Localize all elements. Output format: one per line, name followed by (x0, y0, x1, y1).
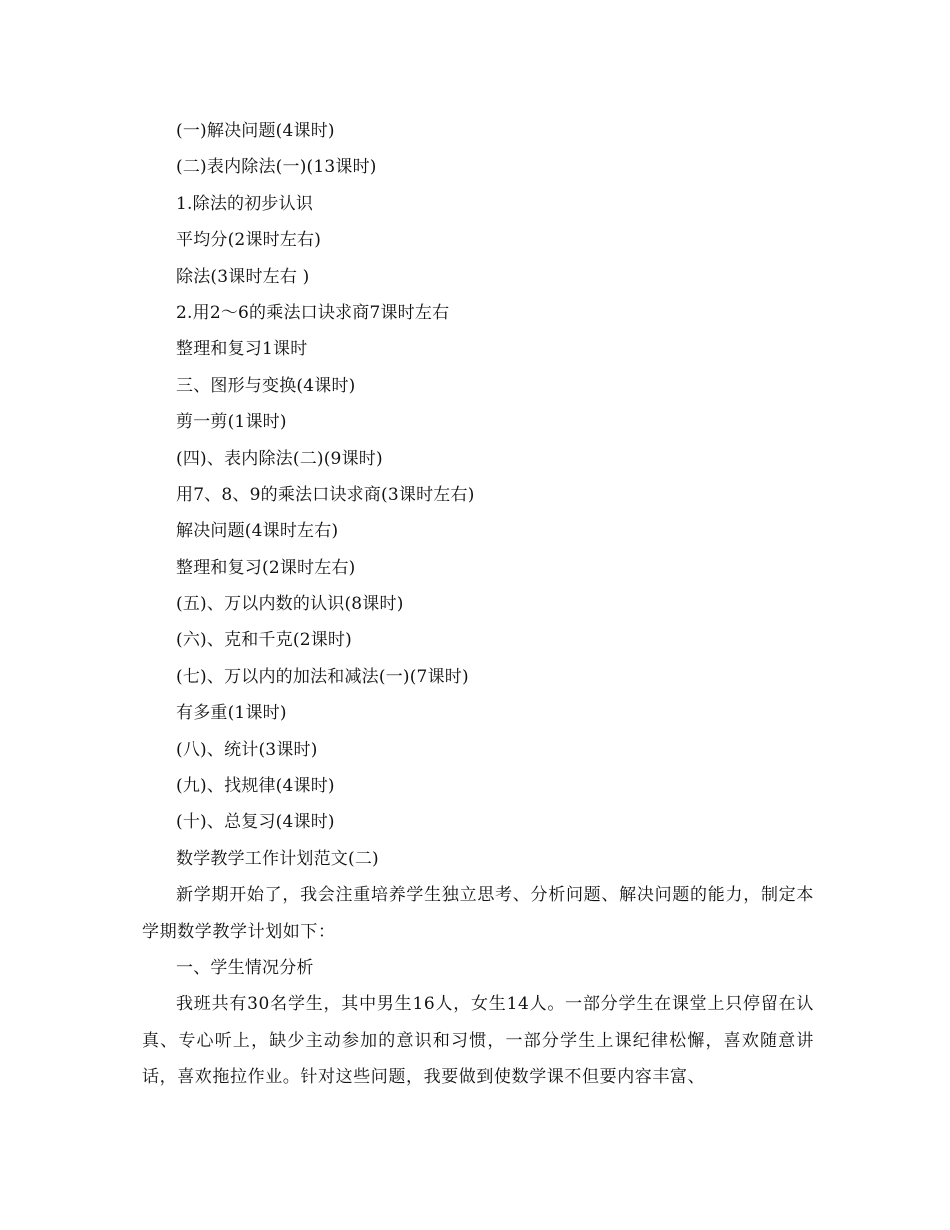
text-line: (二)表内除法(一)(13课时) (176, 157, 377, 178)
text-line: 解决问题(4课时左右) (176, 521, 339, 542)
text-line: (七)、万以内的加法和减法(一)(7课时) (176, 666, 469, 687)
intro-paragraph: 新学期开始了，我会注重培养学生独立思考、分析问题、解决问题的能力，制定本学期数学教学计划如下： (142, 885, 814, 942)
document-subtitle: 数学教学工作计划范文(二) (176, 848, 379, 869)
text-line: 2.用2～6的乘法口诀求商7课时左右 (176, 302, 450, 323)
text-line: (八)、统计(3课时) (176, 739, 318, 760)
text-line: (一)解决问题(4课时) (176, 121, 335, 141)
analysis-paragraph: 我班共有30名学生，其中男生16人，女生14人。一部分学生在课堂上只停留在认真、专心听上，缺少主动参加的意识和习惯，一部分学生上课纪律松懈，喜欢随意讲话，喜欢拖拉作业。针对这些问题，我要做到使数学课不但要内容丰富、 (142, 994, 814, 1088)
text-line: 三、图形与变换(4课时) (176, 375, 356, 396)
text-line: (十)、总复习(4课时) (176, 812, 335, 833)
text-line: (五)、万以内数的认识(8课时) (176, 594, 404, 615)
text-line: 1.除法的初步认识 (176, 193, 314, 214)
text-line: 有多重(1课时) (176, 703, 287, 724)
section-heading: 一、学生情况分析 (176, 958, 314, 979)
text-line: 整理和复习1课时 (176, 339, 308, 360)
text-line: 平均分(2课时左右) (176, 230, 322, 251)
text-line: 整理和复习(2课时左右) (176, 557, 356, 578)
text-line: 除法(3课时左右 ) (176, 266, 310, 287)
text-line: (九)、找规律(4课时) (176, 776, 335, 797)
text-line: 剪一剪(1课时) (176, 412, 287, 433)
document-body (142, 113, 814, 1096)
text-line: (四)、表内除法(二)(9课时) (176, 448, 383, 469)
text-line: (六)、克和千克(2课时) (176, 630, 352, 651)
text-line: 用7、8、9的乘法口诀求商(3课时左右) (176, 484, 475, 505)
